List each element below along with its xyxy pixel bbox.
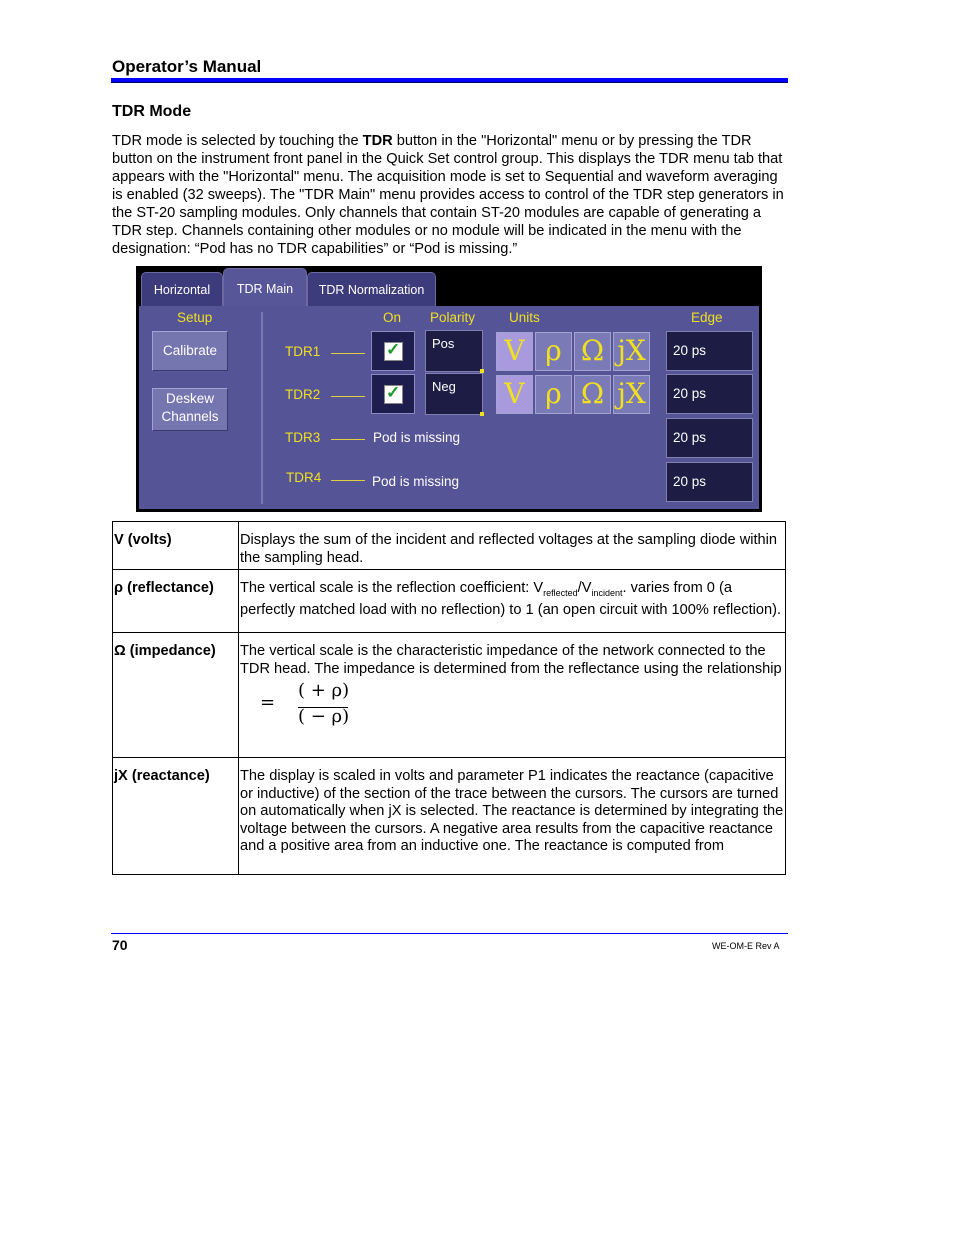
term-cell: Ω (impedance) [113,633,239,758]
tdr2-leader-line [331,396,365,397]
tdr1-label: TDR1 [285,344,321,359]
tab-tdr-main[interactable]: TDR Main [223,268,307,308]
polarity-column-label: Polarity [430,310,476,325]
setup-label: Setup [177,310,213,325]
header-rule [111,78,788,83]
tdr1-unit-jx-button[interactable]: jX [613,332,650,371]
tdr1-polarity-field[interactable]: Pos [425,330,483,372]
document-id: WE-OM-E Rev A [712,941,780,951]
table-row [113,522,786,570]
tdr4-edge-field[interactable]: 20 ps [666,462,753,502]
edge-column-label: Edge [691,310,723,325]
tdr2-unit-jx-button[interactable]: jX [613,375,650,414]
manual-title: Operator’s Manual [112,57,262,76]
tdr1-unit-rho-button[interactable]: ρ [535,332,572,371]
tdr3-status: Pod is missing [373,430,461,445]
tdr3-label: TDR3 [285,430,321,445]
tdr1-leader-line [331,353,365,354]
tdr3-leader-line [331,439,365,440]
calibrate-button[interactable]: Calibrate [152,331,228,371]
footer-rule [111,933,788,934]
tdr-main-panel [139,306,759,509]
tdr-bold: TDR [362,133,393,149]
intro-paragraph: TDR mode is selected by touching the TDR button in the "Horizontal" menu or by pressing the TDR button on the instrument front panel in the Quick Set control group. This displays the TDR menu tab that appears with the "Horizontal" menu. The acquisition mode is set to Sequential and waveform averaging is enabled (32 sweeps). The "TDR Main" menu provides access to control of the TDR step generators in the ST-20 sampling modules. Only channels that contain ST-20 modules are capable of generating a TDR step. Channels containing other modules or no module will be indicated in the menu with the designation: “Pod has no TDR capabilities” or “Pod is missing.” [112,133,784,257]
tdr2-label: TDR2 [285,387,321,402]
page-number: 70 [112,937,128,953]
table-row [113,758,786,875]
desc-cell: The vertical scale is the characteristic impedance of the network connected to the TDR head. The impedance is determined from the reflectance using the relationship = ( + ρ) ( − ρ) [239,633,786,758]
tdr3-edge-field[interactable]: 20 ps [666,418,753,458]
tdr4-label: TDR4 [286,470,322,485]
tdr1-unit-omega-button[interactable]: Ω [574,332,611,371]
desc-cell: The vertical scale is the reflection coefficient: $V_{reflected}/V_{incident}$. varies from 0 (a perfectly matched load with no reflection) to 1 (an open circuit with 100% reflection). [239,570,786,633]
tdr2-unit-v-button[interactable]: V [496,375,533,414]
tdr2-on-checkbox[interactable] [371,374,415,414]
term-cell: ρ (reflectance) [113,570,239,633]
tdr2-unit-rho-button[interactable]: ρ [535,375,572,414]
check-icon: ✓ [386,340,401,359]
tdr2-edge-field[interactable]: 20 ps [666,374,753,414]
tdr1-unit-v-button[interactable]: V [496,332,533,371]
desc-cell: Displays the sum of the incident and reflected voltages at the sampling diode within the sampling head. [239,522,786,570]
table-row [113,633,786,758]
tdr2-polarity-field[interactable]: Neg [425,373,483,415]
panel-divider [261,312,263,504]
tab-horizontal[interactable]: Horizontal [141,272,223,307]
term-cell: V (volts) [113,522,239,570]
desc-cell: The display is scaled in volts and parameter P1 indicates the reactance (capacitive or inductive) of the section of the trace between the cursors. The cursors are turned on automatically when jX is selected. The reactance is determined by integrating the voltage between the cursors. A negative area results from the capacitive reactance and a positive area from an inductive one. The reactance is computed from [239,758,786,875]
deskew-channels-button[interactable]: Deskew Channels [152,388,228,431]
section-title: TDR Mode [112,103,192,120]
units-column-label: Units [509,310,540,325]
impedance-formula: = ( + ρ) ( − ρ) [260,680,350,727]
on-column-label: On [383,310,402,325]
tdr2-unit-omega-button[interactable]: Ω [574,375,611,414]
tdr1-edge-field[interactable]: 20 ps [666,331,753,371]
term-cell: jX (reactance) [113,758,239,875]
tdr4-leader-line [331,480,365,481]
tdr1-on-checkbox[interactable] [371,331,415,371]
units-definition-table [112,521,786,875]
check-icon: ✓ [386,383,401,402]
tab-tdr-normalization[interactable]: TDR Normalization [307,272,436,307]
tdr4-status: Pod is missing [372,474,460,489]
tdr-menu-screenshot [136,266,762,512]
table-row [113,570,786,633]
